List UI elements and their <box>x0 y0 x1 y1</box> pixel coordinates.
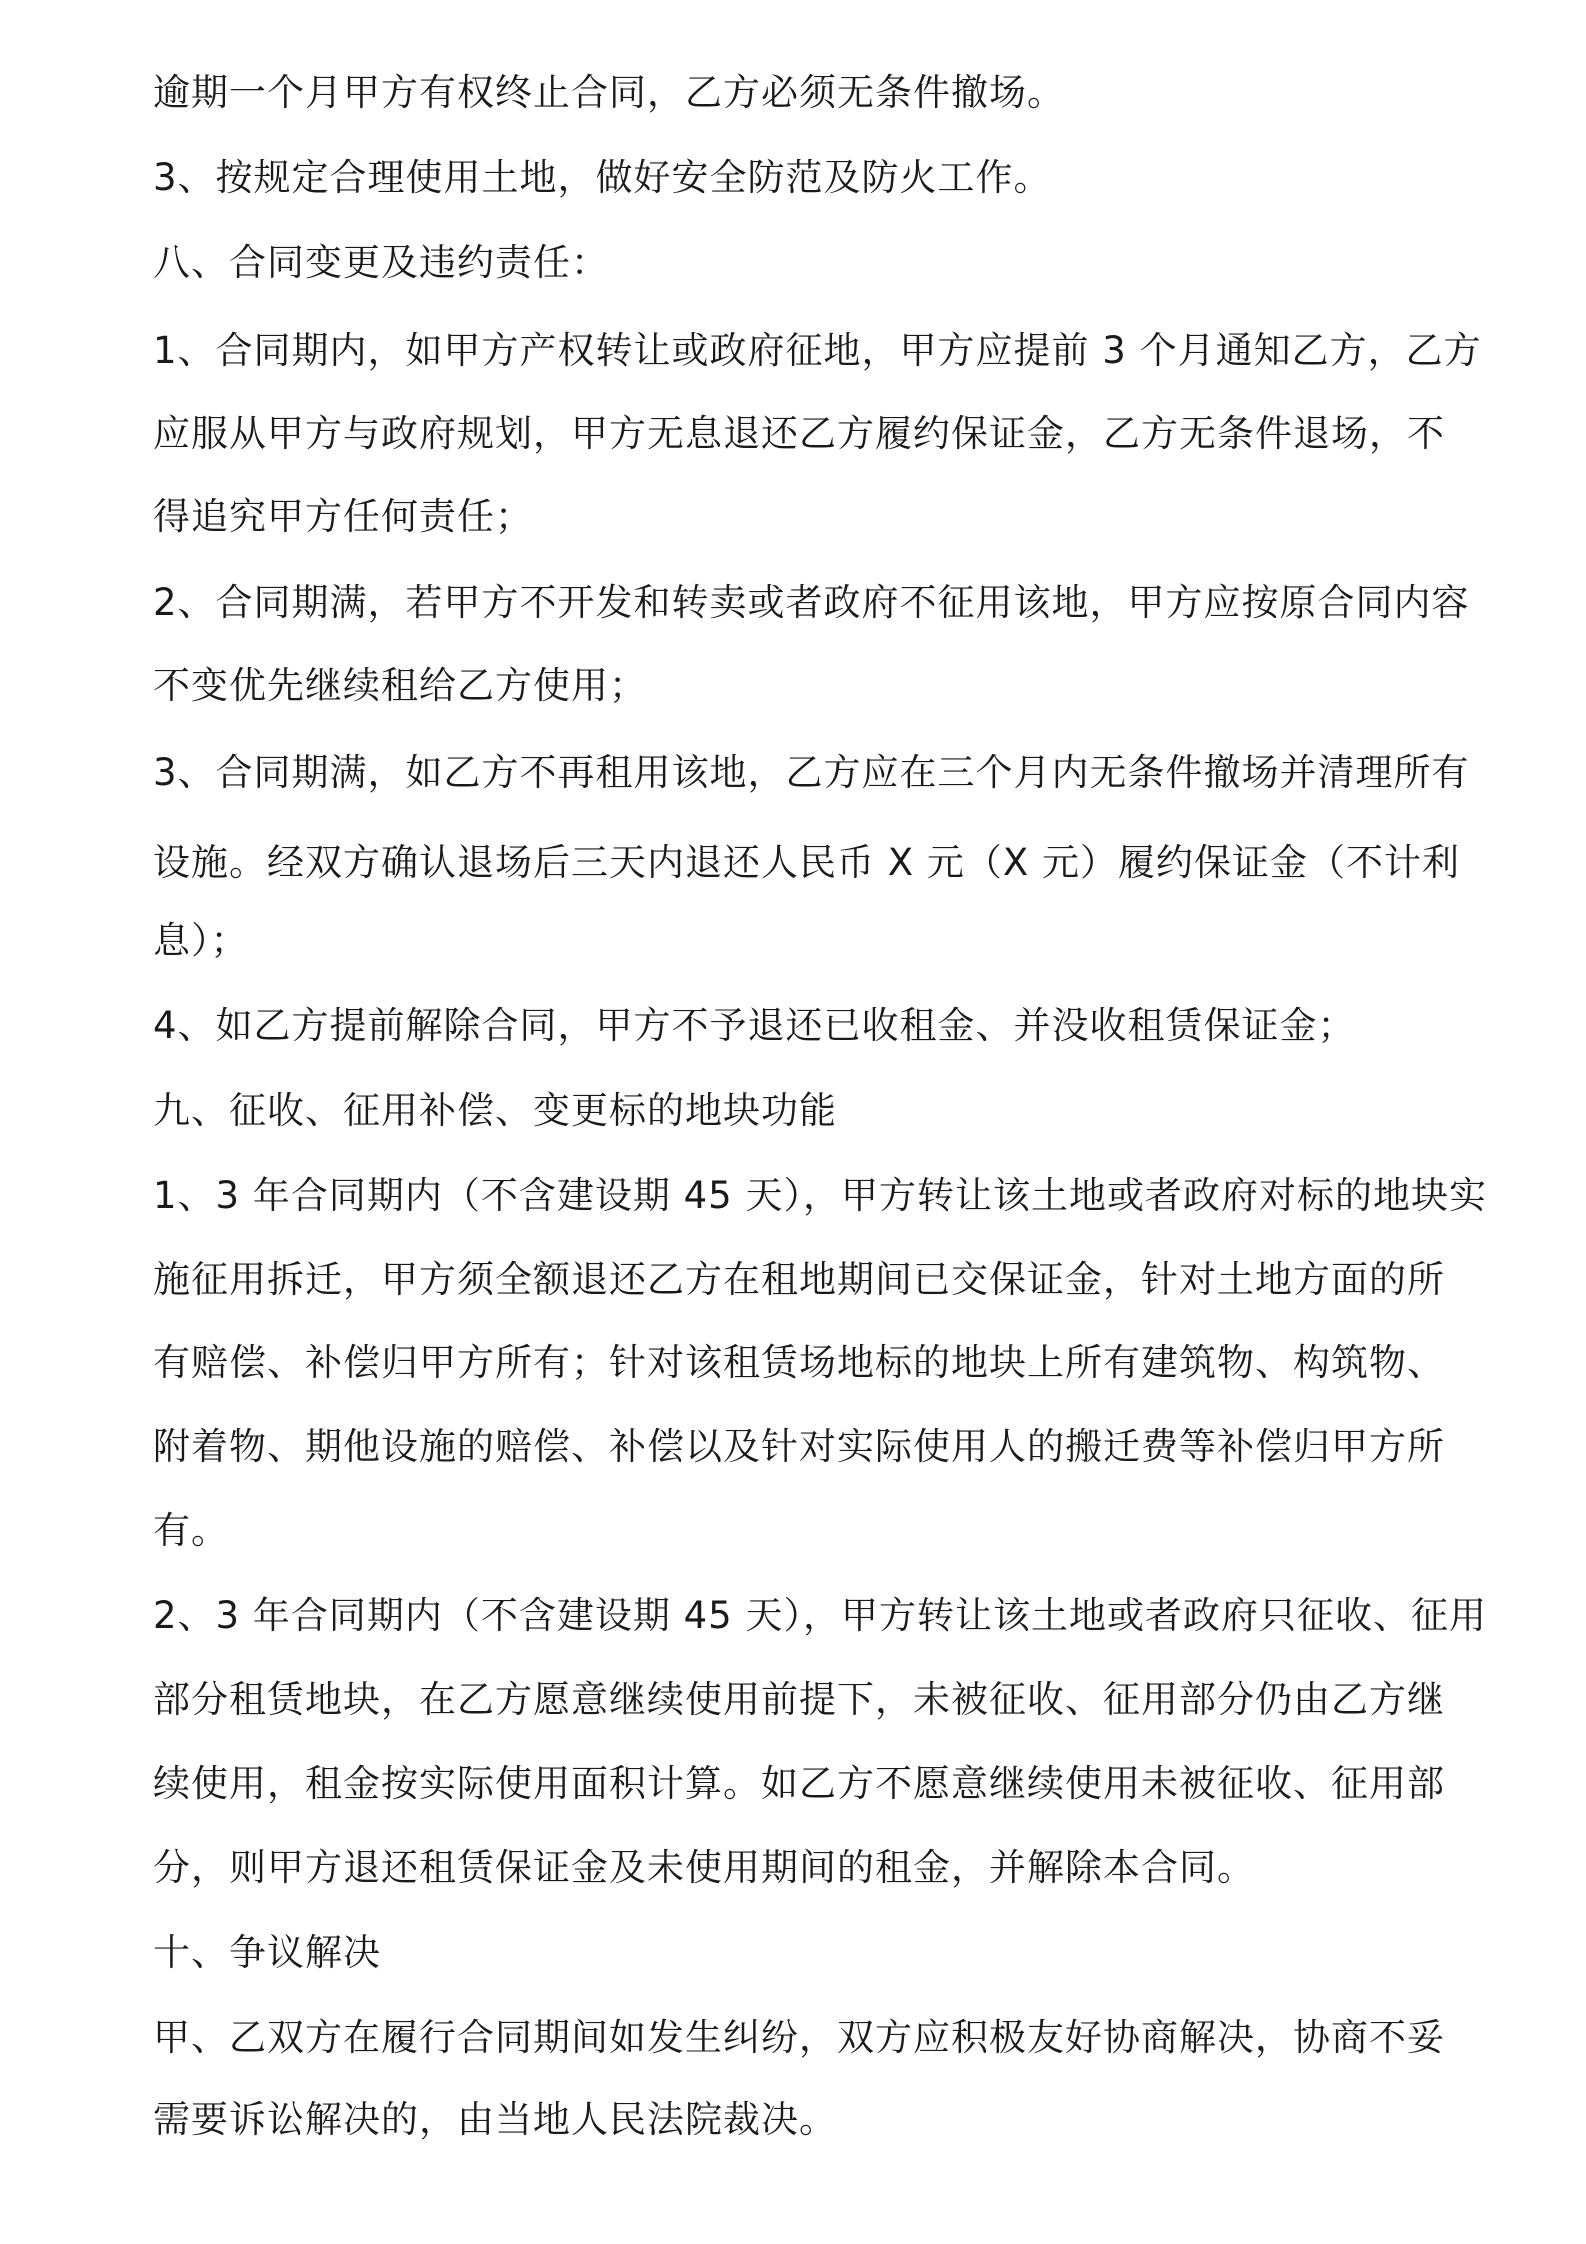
text-line: 逾期一个月甲方有权终止合同，乙方必须无条件撤场。 <box>153 71 1065 114</box>
section-heading: 十、争议解决 <box>153 1931 381 1974</box>
text-line: 设施。经双方确认退场后三天内退还人民币 X 元（X 元）履约保证金（不计利 <box>153 841 1460 884</box>
text-line: 有。 <box>153 1509 229 1552</box>
section-heading: 八、合同变更及违约责任： <box>153 241 609 284</box>
text-line: 3、按规定合理使用土地，做好安全防范及防火工作。 <box>153 156 1052 199</box>
text-line: 需要诉讼解决的，由当地人民法院裁决。 <box>153 2098 837 2141</box>
text-line: 2、3 年合同期内（不含建设期 45 天），甲方转让该土地或者政府只征收、征用 <box>153 1594 1487 1637</box>
text-line: 4、如乙方提前解除合同，甲方不予退还已收租金、并没收租赁保证金； <box>153 1004 1356 1047</box>
text-line: 息）； <box>153 919 249 962</box>
text-line: 分，则甲方退还租赁保证金及未使用期间的租金，并解除本合同。 <box>153 1846 1255 1889</box>
section-heading: 九、征收、征用补偿、变更标的地块功能 <box>153 1089 837 1132</box>
text-line: 续使用，租金按实际使用面积计算。如乙方不愿意继续使用未被征收、征用部 <box>153 1762 1445 1805</box>
text-line: 不变优先继续租给乙方使用； <box>153 664 647 707</box>
text-line: 施征用拆迁，甲方须全额退还乙方在租地期间已交保证金，针对土地方面的所 <box>153 1258 1445 1301</box>
text-line: 甲、乙双方在履行合同期间如发生纠纷，双方应积极友好协商解决，协商不妥 <box>153 2016 1445 2059</box>
text-line: 1、3 年合同期内（不含建设期 45 天），甲方转让该土地或者政府对标的地块实 <box>153 1174 1487 1217</box>
text-line: 2、合同期满，若甲方不开发和转卖或者政府不征用该地，甲方应按原合同内容 <box>153 581 1470 624</box>
text-line: 得追究甲方任何责任； <box>153 495 533 538</box>
text-line: 应服从甲方与政府规划，甲方无息退还乙方履约保证金，乙方无条件退场，不 <box>153 412 1445 455</box>
text-line: 附着物、期他设施的赔偿、补偿以及针对实际使用人的搬迁费等补偿归甲方所 <box>153 1425 1445 1468</box>
text-line: 有赔偿、补偿归甲方所有；针对该租赁场地标的地块上所有建筑物、构筑物、 <box>153 1341 1445 1384</box>
text-line: 1、合同期内，如甲方产权转让或政府征地，甲方应提前 3 个月通知乙方，乙方 <box>153 329 1482 372</box>
text-line: 3、合同期满，如乙方不再租用该地，乙方应在三个月内无条件撤场并清理所有 <box>153 751 1470 794</box>
text-line: 部分租赁地块，在乙方愿意继续使用前提下，未被征收、征用部分仍由乙方继 <box>153 1678 1445 1721</box>
